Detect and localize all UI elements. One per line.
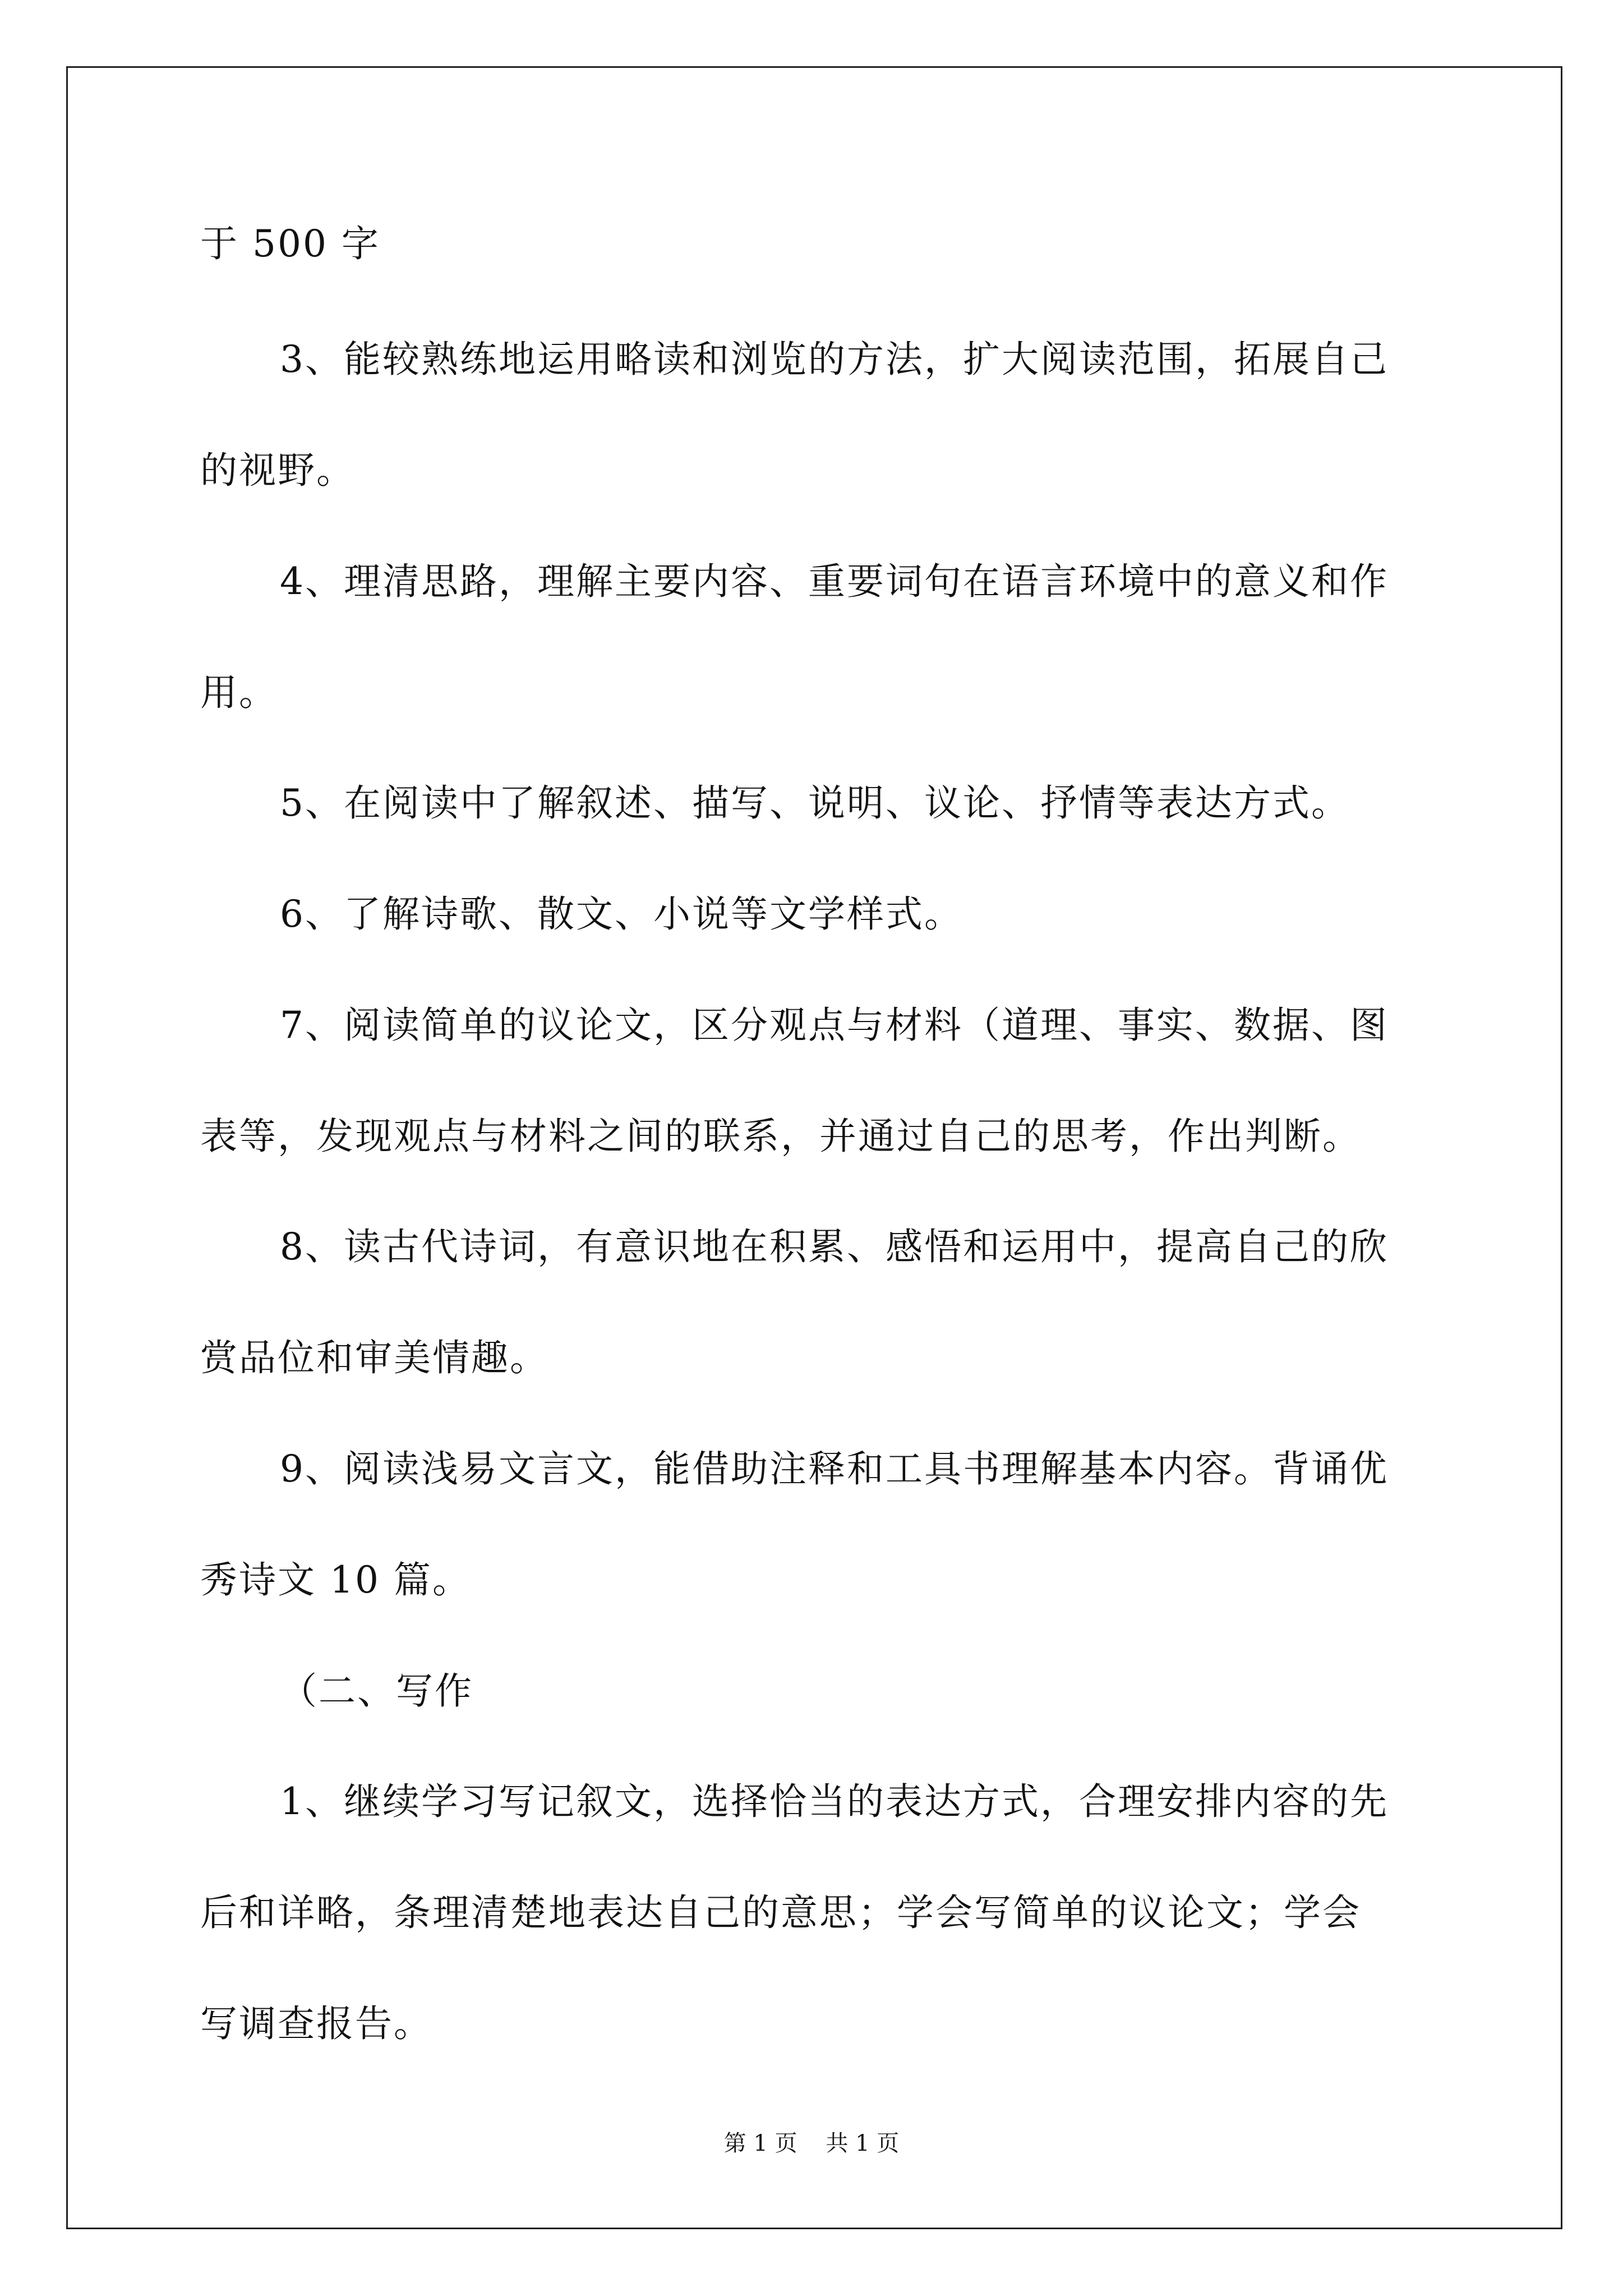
text-line: 6、了解诗歌、散文、小说等文学样式。	[280, 892, 963, 936]
text-line: 的视野。	[200, 449, 355, 492]
text-line: 用。	[200, 671, 278, 714]
text-line: 表等，发现观点与材料之间的联系，并通过自己的思考，作出判断。	[200, 1115, 1361, 1158]
text-line: 于 500 字	[200, 222, 380, 265]
text-line: 赏品位和审美情趣。	[200, 1336, 548, 1379]
text-line: 后和详略，条理清楚地表达自己的意思；学会写简单的议论文；学会	[200, 1891, 1361, 1934]
text-line: 秀诗文 10 篇。	[200, 1558, 471, 1602]
text-line: 写调查报告。	[200, 2002, 432, 2045]
text-line: 3、能较熟练地运用略读和浏览的方法，扩大阅读范围，拓展自己	[280, 338, 1389, 381]
page-footer: 第 1 页 共 1 页	[723, 2131, 900, 2156]
text-line: 8、读古代诗词，有意识地在积累、感悟和运用中，提高自己的欣	[280, 1225, 1389, 1268]
text-line: 9、阅读浅易文言文，能借助注释和工具书理解基本内容。背诵优	[280, 1447, 1389, 1490]
text-line: 4、理清思路，理解主要内容、重要词句在语言环境中的意义和作	[280, 560, 1389, 603]
section-heading: （二、写作	[280, 1669, 473, 1713]
text-line: 5、在阅读中了解叙述、描写、说明、议论、抒情等表达方式。	[280, 781, 1350, 825]
text-line: 7、阅读简单的议论文，区分观点与材料（道理、事实、数据、图	[280, 1004, 1389, 1047]
text-line: 1、继续学习写记叙文，选择恰当的表达方式，合理安排内容的先	[280, 1780, 1389, 1823]
